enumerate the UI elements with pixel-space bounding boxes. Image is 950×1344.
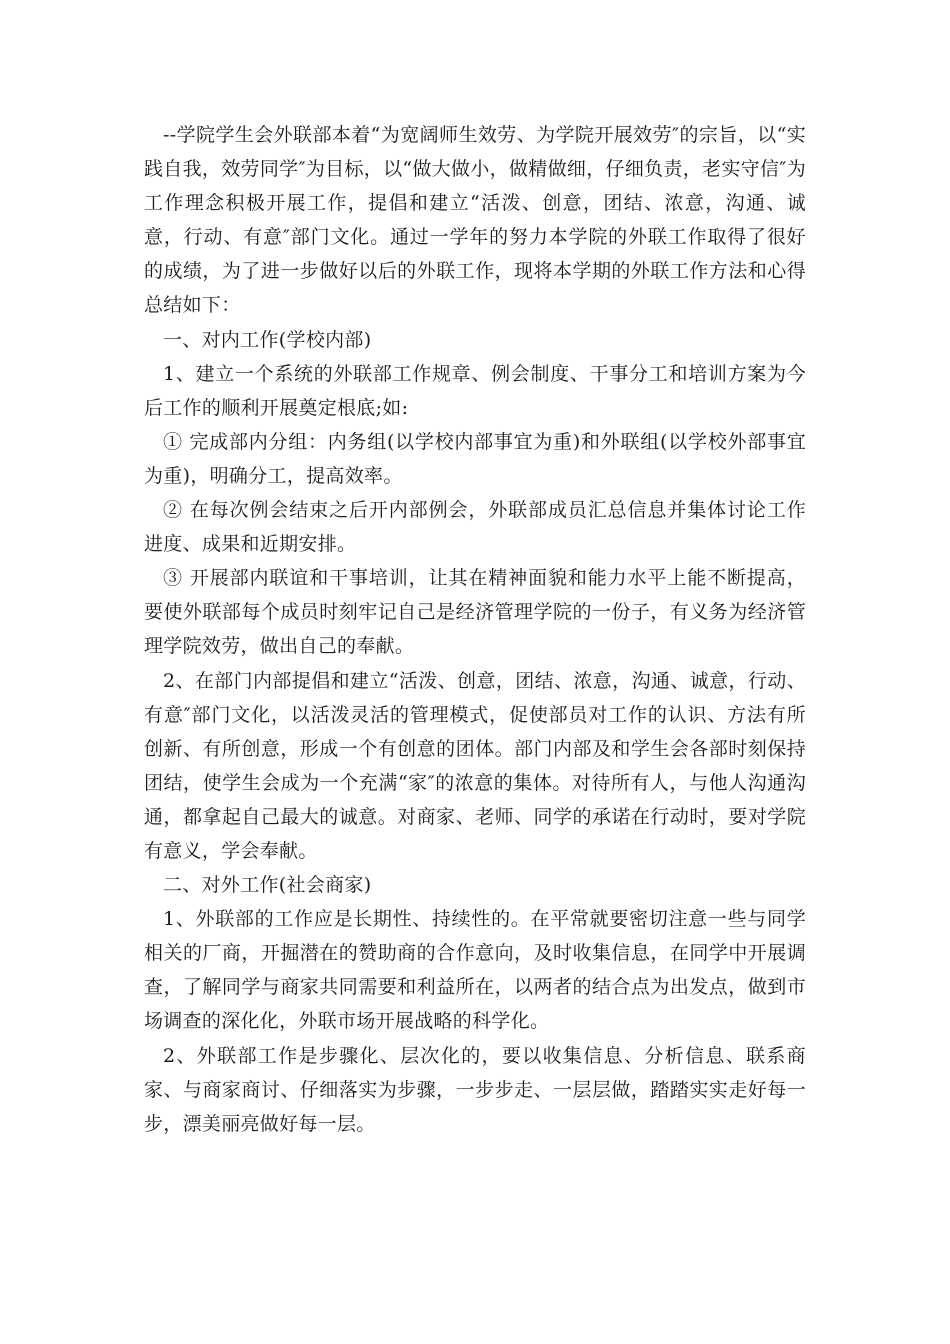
document-page bbox=[144, 118, 806, 1141]
internal-subitem-1: ① 完成部内分组：内务组(以学校内部事宜为重)和外联组(以学校外部事宜为重)，明确分工，提高效率。 bbox=[144, 430, 806, 487]
intro-paragraph: --学院学生会外联部本着“为宽阔师生效劳、为学院开展效劳″的宗旨，以“实践自我，效劳同学″为目标，以“做大做小，做精做细，仔细负责，老实守信″为工作理念积极开展工作，提倡和建立“活泼、创意，团结、浓意，沟通、诚意，行动、有意″部门文化。通过一学年的努力本学院的外联工作取得了很好的成绩，为了进一步做好以后的外联工作，现将本学期的外联工作方法和心得总结如下： bbox=[144, 124, 806, 317]
section-heading-external: 二、对外工作(社会商家) bbox=[163, 874, 372, 897]
external-item-1: 1、外联部的工作应是长期性、持续性的。在平常就要密切注意一些与同学相关的厂商，开掘潜在的赞助商的合作意向，及时收集信息，在同学中开展调查，了解同学与商家共同需要和利益所在，以两者的结合点为出发点，做到市场调查的深化化，外联市场开展战略的科学化。 bbox=[144, 908, 806, 1033]
internal-subitem-2: ② 在每次例会结束之后开内部例会，外联部成员汇总信息并集体讨论工作进度、成果和近期安排。 bbox=[144, 499, 806, 556]
section-heading-internal: 一、对内工作(学校内部) bbox=[163, 328, 372, 351]
internal-item-2: 2、在部门内部提倡和建立“活泼、创意，团结、浓意，沟通、诚意，行动、有意″部门文化，以活泼灵活的管理模式，促使部员对工作的认识、方法有所创新、有所创意，形成一个有创意的团体。部门内部及和学生会各部时刻保持团结，使学生会成为一个充满“家″的浓意的集体。对待所有人，与他人沟通沟通，都拿起自己最大的诚意。对商家、老师、同学的承诺在行动时，要对学院有意义，学会奉献。 bbox=[144, 669, 806, 862]
internal-subitem-3: ③ 开展部内联谊和干事培训，让其在精神面貌和能力水平上能不断提高，要使外联部每个成员时刻牢记自己是经济管理学院的一份子，有义务为经济管理学院效劳，做出自己的奉献。 bbox=[144, 567, 806, 658]
external-item-2: 2、外联部工作是步骤化、层次化的，要以收集信息、分析信息、联系商家、与商家商讨、仔细落实为步骤，一步步走、一层层做，踏踏实实走好每一步，漂美丽亮做好每一层。 bbox=[144, 1044, 806, 1135]
internal-item-1: 1、建立一个系统的外联部工作规章、例会制度、干事分工和培训方案为今后工作的顺利开展奠定根底;如: bbox=[144, 362, 806, 419]
